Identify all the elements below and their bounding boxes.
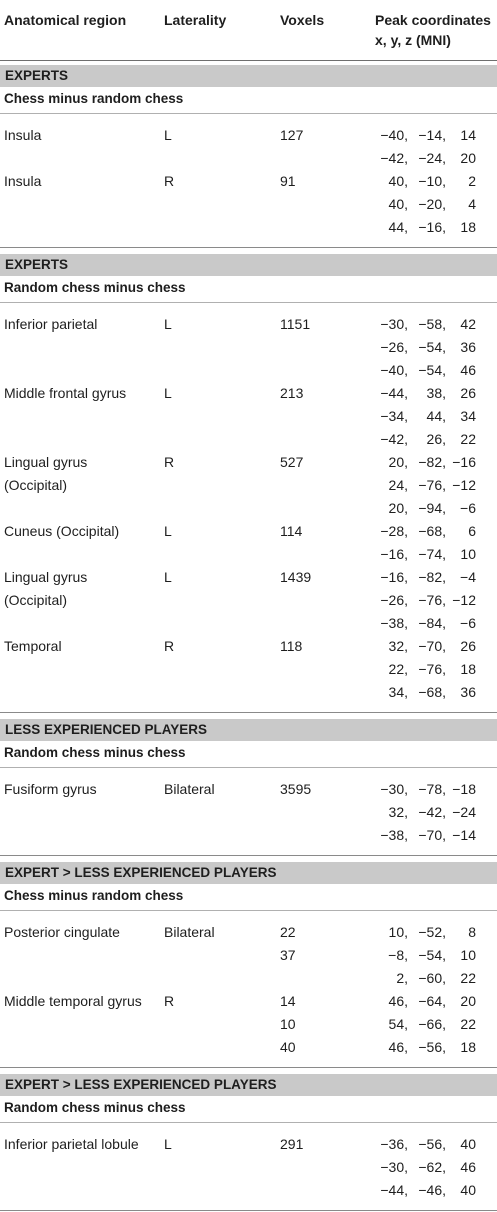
table-row: [0, 382, 497, 451]
laterality-cell: Bilateral: [164, 924, 215, 940]
laterality-cell: L: [164, 569, 172, 585]
group-heading: EXPERT > LESS EXPERIENCED PLAYERS: [0, 1074, 497, 1096]
coordinate-triplet: [372, 313, 476, 336]
voxel-count: 114: [280, 523, 303, 539]
coordinate-triplet: [372, 1179, 476, 1202]
coord-z: 22: [460, 970, 476, 986]
laterality-cell: R: [164, 993, 175, 1009]
coord-z: −6: [460, 500, 476, 516]
table-row: [0, 635, 497, 704]
coord-x: −40,: [380, 362, 408, 378]
coord-y: −16,: [418, 219, 446, 235]
coords-cell: [372, 313, 476, 382]
coord-y: −78,: [418, 781, 446, 797]
voxels-cell: [280, 451, 303, 474]
coordinate-triplet: [372, 451, 476, 474]
coordinate-triplet: [372, 359, 476, 382]
coordinate-triplet: [372, 497, 476, 520]
coord-y: −60,: [418, 970, 446, 986]
section-rule: [0, 712, 497, 713]
contrast-heading: Random chess minus chess: [0, 276, 497, 303]
coord-y: −70,: [418, 827, 446, 843]
coord-z: 18: [460, 1039, 476, 1055]
coord-x: 54,: [388, 1016, 408, 1032]
voxels-cell: [280, 313, 310, 336]
coordinate-triplet: [372, 1156, 476, 1179]
laterality-cell: R: [164, 638, 175, 654]
coords-cell: [372, 990, 476, 1059]
voxel-count: 37: [280, 947, 296, 963]
coord-z: 20: [460, 993, 476, 1009]
coord-y: −20,: [418, 196, 446, 212]
section-rule: [0, 1067, 497, 1068]
coordinate-triplet: [372, 778, 476, 801]
coord-z: −14: [452, 827, 476, 843]
header-region: Anatomical region: [4, 12, 127, 28]
voxel-count: 118: [280, 638, 303, 654]
coord-y: −68,: [418, 523, 446, 539]
coord-z: 20: [460, 150, 476, 166]
coord-z: −16: [452, 454, 476, 470]
coord-y: −54,: [418, 362, 446, 378]
voxels-cell: [280, 1133, 303, 1156]
header-voxels: Voxels: [280, 12, 325, 28]
coord-y: −14,: [418, 127, 446, 143]
coord-z: 8: [468, 924, 476, 940]
laterality-cell: L: [164, 385, 172, 401]
table-row: [0, 451, 497, 520]
coord-z: 4: [468, 196, 476, 212]
contrast-heading: Chess minus random chess: [0, 87, 497, 114]
table-row: [0, 1133, 497, 1202]
coord-y: −84,: [418, 615, 446, 631]
coord-x: −40,: [380, 127, 408, 143]
table-row: [0, 313, 497, 382]
coord-y: 26,: [426, 431, 446, 447]
voxel-count: 291: [280, 1136, 304, 1152]
region-cell: Insula: [4, 127, 42, 143]
coord-y: −82,: [418, 569, 446, 585]
voxels-cell: [280, 921, 296, 967]
voxel-count: 22: [280, 924, 296, 940]
coord-z: 46: [460, 362, 476, 378]
group-heading: LESS EXPERIENCED PLAYERS: [0, 719, 497, 741]
coords-cell: [372, 451, 476, 520]
coord-x: 22,: [388, 661, 408, 677]
contrast-heading: Random chess minus chess: [0, 1096, 497, 1123]
voxels-cell: [280, 124, 303, 147]
coords-cell: [372, 921, 476, 990]
coord-z: 34: [460, 408, 476, 424]
region-cell: Temporal: [4, 638, 62, 654]
table-row: [0, 990, 497, 1059]
contrast-heading: Random chess minus chess: [0, 741, 497, 768]
coord-y: −82,: [418, 454, 446, 470]
coord-y: −42,: [418, 804, 446, 820]
voxels-cell: [280, 635, 302, 658]
coord-x: 32,: [388, 804, 408, 820]
coord-z: 42: [460, 316, 476, 332]
coord-z: 26: [460, 638, 476, 654]
coord-y: −24,: [418, 150, 446, 166]
voxel-count: 127: [280, 127, 304, 143]
coords-cell: [372, 1133, 476, 1202]
coord-z: 2: [468, 173, 476, 189]
coord-z: −18: [452, 781, 476, 797]
region-cell: Inferior parietal: [4, 316, 98, 332]
coords-cell: [372, 778, 476, 847]
voxels-cell: [280, 778, 311, 801]
coord-x: −30,: [380, 316, 408, 332]
coordinate-triplet: [372, 474, 476, 497]
coord-y: −64,: [418, 993, 446, 1009]
laterality-cell: R: [164, 173, 175, 189]
coord-x: 40,: [388, 196, 408, 212]
coord-y: −54,: [418, 947, 446, 963]
coord-x: 10,: [388, 924, 408, 940]
header-peak-coordinates: Peak coordinates x, y, z (MNI): [375, 12, 491, 48]
voxels-cell: [280, 566, 311, 589]
region-cell: Lingual gyrus (Occipital): [4, 454, 88, 493]
coord-x: −26,: [380, 339, 408, 355]
coord-y: −10,: [418, 173, 446, 189]
coordinate-triplet: [372, 990, 476, 1013]
coords-cell: [372, 566, 476, 635]
coords-cell: [372, 520, 476, 566]
coord-x: −30,: [380, 1159, 408, 1175]
coord-z: 40: [460, 1182, 476, 1198]
coordinate-triplet: [372, 921, 476, 944]
voxel-count: 527: [280, 454, 304, 470]
coordinate-triplet: [372, 801, 476, 824]
coord-z: 14: [460, 127, 476, 143]
coord-x: 44,: [388, 219, 408, 235]
coordinate-triplet: [372, 124, 476, 147]
coord-x: 46,: [388, 1039, 408, 1055]
coord-x: 32,: [388, 638, 408, 654]
coord-y: −52,: [418, 924, 446, 940]
coord-y: −46,: [418, 1182, 446, 1198]
coord-y: −58,: [418, 316, 446, 332]
laterality-cell: L: [164, 127, 172, 143]
coord-z: 10: [460, 947, 476, 963]
coordinate-triplet: [372, 658, 476, 681]
region-cell: Fusiform gyrus: [4, 781, 97, 797]
coord-y: −62,: [418, 1159, 446, 1175]
table-row: [0, 566, 497, 635]
laterality-cell: L: [164, 1136, 172, 1152]
laterality-cell: L: [164, 523, 172, 539]
voxels-cell: [280, 520, 302, 543]
coord-x: −8,: [388, 947, 408, 963]
coordinate-triplet: [372, 824, 476, 847]
voxel-count: 1439: [280, 569, 312, 585]
coord-y: −56,: [418, 1039, 446, 1055]
laterality-cell: L: [164, 316, 172, 332]
coord-z: −6: [460, 615, 476, 631]
coordinate-triplet: [372, 635, 476, 658]
table-row: [0, 520, 497, 566]
coordinate-triplet: [372, 193, 476, 216]
coord-y: −56,: [418, 1136, 446, 1152]
section-rule: [0, 855, 497, 856]
table-row: [0, 170, 497, 239]
coord-x: 2,: [396, 970, 408, 986]
coord-x: −42,: [380, 431, 408, 447]
table-row: [0, 778, 497, 847]
coord-z: 18: [460, 219, 476, 235]
coord-x: −44,: [380, 385, 408, 401]
coord-y: −54,: [418, 339, 446, 355]
coord-x: 34,: [388, 684, 408, 700]
coord-x: −42,: [380, 150, 408, 166]
header-laterality: Laterality: [164, 12, 227, 28]
coord-x: −38,: [380, 827, 408, 843]
coords-cell: [372, 170, 476, 239]
table-row: [0, 124, 497, 170]
laterality-cell: Bilateral: [164, 781, 215, 797]
coord-y: −66,: [418, 1016, 446, 1032]
coord-y: −94,: [418, 500, 446, 516]
coordinate-triplet: [372, 216, 476, 239]
coord-y: −68,: [418, 684, 446, 700]
voxel-count: 1151: [280, 316, 311, 332]
coord-y: 44,: [426, 408, 446, 424]
voxel-count: 14: [280, 993, 296, 1009]
coordinate-triplet: [372, 428, 476, 451]
coord-x: −30,: [380, 781, 408, 797]
coord-z: 40: [460, 1136, 476, 1152]
table-header: [0, 0, 497, 61]
coord-z: 36: [460, 339, 476, 355]
coord-z: 22: [460, 1016, 476, 1032]
voxel-count: 213: [280, 385, 304, 401]
coords-cell: [372, 382, 476, 451]
group-heading: EXPERT > LESS EXPERIENCED PLAYERS: [0, 862, 497, 884]
coord-x: −36,: [380, 1136, 408, 1152]
coord-x: 46,: [388, 993, 408, 1009]
coord-x: 24,: [388, 477, 408, 493]
contrast-heading: Chess minus random chess: [0, 884, 497, 911]
coord-y: −76,: [418, 661, 446, 677]
coordinate-triplet: [372, 944, 476, 967]
coord-x: 20,: [388, 500, 408, 516]
coord-z: −24: [452, 804, 476, 820]
coord-x: −28,: [380, 523, 408, 539]
region-cell: Middle temporal gyrus: [4, 993, 142, 1009]
coord-z: −12: [452, 477, 476, 493]
region-cell: Cuneus (Occipital): [4, 523, 120, 539]
group-heading: EXPERTS: [0, 254, 497, 276]
coord-y: −74,: [418, 546, 446, 562]
coord-z: 46: [460, 1159, 476, 1175]
region-cell: Lingual gyrus (Occipital): [4, 569, 88, 608]
group-heading: EXPERTS: [0, 65, 497, 87]
coord-x: −16,: [380, 546, 408, 562]
coords-cell: [372, 124, 476, 170]
coord-x: −38,: [380, 615, 408, 631]
coordinate-triplet: [372, 612, 476, 635]
voxel-count: 10: [280, 1016, 296, 1032]
coord-x: −34,: [380, 408, 408, 424]
coordinate-triplet: [372, 147, 476, 170]
coord-y: −76,: [418, 592, 446, 608]
voxels-cell: [280, 990, 296, 1059]
voxel-count: 40: [280, 1039, 296, 1055]
coordinate-triplet: [372, 589, 476, 612]
coordinate-triplet: [372, 1013, 476, 1036]
coord-x: −26,: [380, 592, 408, 608]
section-rule: [0, 1210, 497, 1211]
coordinate-triplet: [372, 520, 476, 543]
section-rule: [0, 247, 497, 248]
coord-y: −70,: [418, 638, 446, 654]
coord-x: 20,: [388, 454, 408, 470]
coordinate-triplet: [372, 1133, 476, 1156]
coord-x: −44,: [380, 1182, 408, 1198]
coordinate-triplet: [372, 566, 476, 589]
table-row: [0, 921, 497, 990]
laterality-cell: R: [164, 454, 175, 470]
coord-z: 18: [460, 661, 476, 677]
coords-cell: [372, 635, 476, 704]
coord-y: 38,: [426, 385, 446, 401]
coordinate-triplet: [372, 543, 476, 566]
coord-x: −16,: [380, 569, 408, 585]
coord-z: 26: [460, 385, 476, 401]
coordinate-triplet: [372, 967, 476, 990]
region-cell: Insula: [4, 173, 42, 189]
coord-z: −4: [460, 569, 476, 585]
voxel-count: 91: [280, 173, 296, 189]
coord-x: 40,: [388, 173, 408, 189]
coord-z: 6: [468, 523, 476, 539]
coordinate-triplet: [372, 1036, 476, 1059]
region-cell: Posterior cingulate: [4, 924, 120, 940]
region-cell: Inferior parietal lobule: [4, 1136, 139, 1152]
coordinate-triplet: [372, 382, 476, 405]
voxel-count: 3595: [280, 781, 312, 797]
coordinate-triplet: [372, 405, 476, 428]
coord-z: 10: [460, 546, 476, 562]
table-body: [0, 65, 497, 1211]
coordinate-triplet: [372, 170, 476, 193]
voxels-cell: [280, 382, 303, 405]
coordinate-triplet: [372, 681, 476, 704]
coord-z: −12: [452, 592, 476, 608]
voxels-cell: [280, 170, 296, 193]
coordinate-triplet: [372, 336, 476, 359]
region-cell: Middle frontal gyrus: [4, 385, 127, 401]
coord-y: −76,: [418, 477, 446, 493]
coord-z: 36: [460, 684, 476, 700]
coord-z: 22: [460, 431, 476, 447]
